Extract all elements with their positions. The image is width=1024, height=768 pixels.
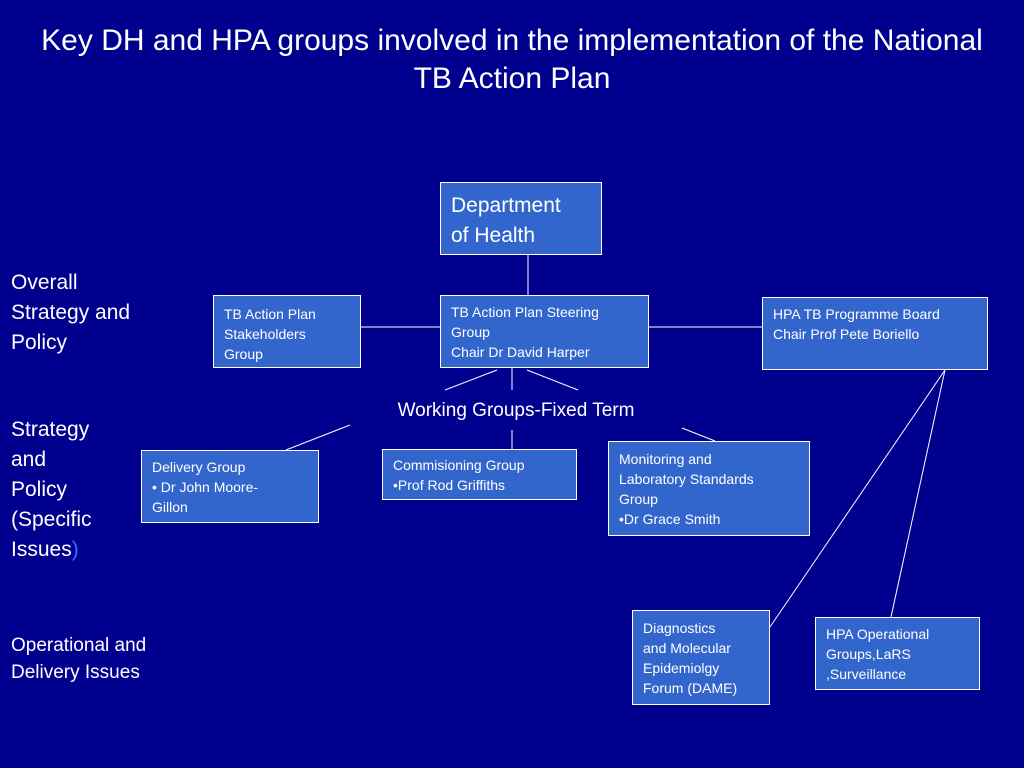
box-line: Epidemiolgy [643, 660, 720, 676]
slide-title: Key DH and HPA groups involved in the implementation of the National TB Action Plan [41, 24, 983, 95]
box-line: Delivery Group [152, 459, 246, 475]
box-line: Chair Prof Pete Boriello [773, 326, 920, 342]
department-of-health-box [440, 182, 602, 255]
box-line: HPA TB Programme Board [773, 306, 940, 322]
box-line: HPA Operational [826, 626, 930, 642]
stakeholders-group-box [213, 295, 361, 368]
overall-label-line: Policy [11, 331, 68, 354]
box-line: • Dr John Moore- [152, 479, 259, 495]
steering-group-box [440, 295, 649, 368]
dame-forum-box [632, 610, 770, 705]
overall-label-line: Overall [11, 271, 78, 294]
working-groups-label: Working Groups-Fixed Term [397, 400, 635, 421]
specific-label-line: (Specific [11, 508, 92, 531]
box-line: •Prof Rod Griffiths [393, 477, 506, 493]
specific-label-issues: Issues [11, 538, 72, 561]
box-line: and Molecular [643, 640, 731, 656]
connector-wg-delivery [286, 425, 350, 450]
box-line: Gillon [152, 499, 188, 515]
hpa-operational-groups-box [815, 617, 980, 690]
box-line: •Dr Grace Smith [619, 511, 721, 527]
specific-label-line: and [11, 448, 47, 471]
box-line: Monitoring and [619, 451, 712, 467]
box-line: Laboratory Standards [619, 471, 754, 487]
box-line: Group [619, 491, 658, 507]
box-line: Group [224, 346, 263, 362]
connector-steering-left-fan [445, 370, 497, 390]
box-line: Chair Dr David Harper [451, 344, 590, 360]
box-line: of Health [451, 224, 536, 247]
box-line: Stakeholders [224, 326, 306, 342]
connector-wg-monitoring [682, 428, 715, 441]
box-line: Forum (DAME) [643, 680, 738, 696]
specific-label-line: Policy [11, 478, 68, 501]
specific-label-line: Strategy [11, 418, 90, 441]
delivery-group-box [141, 450, 319, 523]
operational-label-line: Delivery Issues [11, 662, 140, 683]
connector-steering-right-fan [527, 370, 578, 390]
operational-label-line: Operational and [11, 635, 147, 656]
hpa-tb-programme-board-box [762, 297, 988, 370]
specific-label-paren: ) [71, 538, 79, 561]
overall-label-line: Strategy and [11, 301, 131, 324]
box-line: TB Action Plan [224, 306, 316, 322]
box-line: Group [451, 324, 490, 340]
box-line: ,Surveillance [826, 666, 907, 682]
box-line: TB Action Plan Steering [451, 304, 599, 320]
monitoring-group-box [608, 441, 810, 536]
box-line: Department [451, 194, 561, 217]
connector-hpa-board-operational [891, 370, 945, 617]
box-line: Commisioning Group [393, 457, 525, 473]
box-line: Groups,LaRS [826, 646, 911, 662]
commissioning-group-box [382, 449, 577, 500]
box-line: Diagnostics [643, 620, 716, 636]
